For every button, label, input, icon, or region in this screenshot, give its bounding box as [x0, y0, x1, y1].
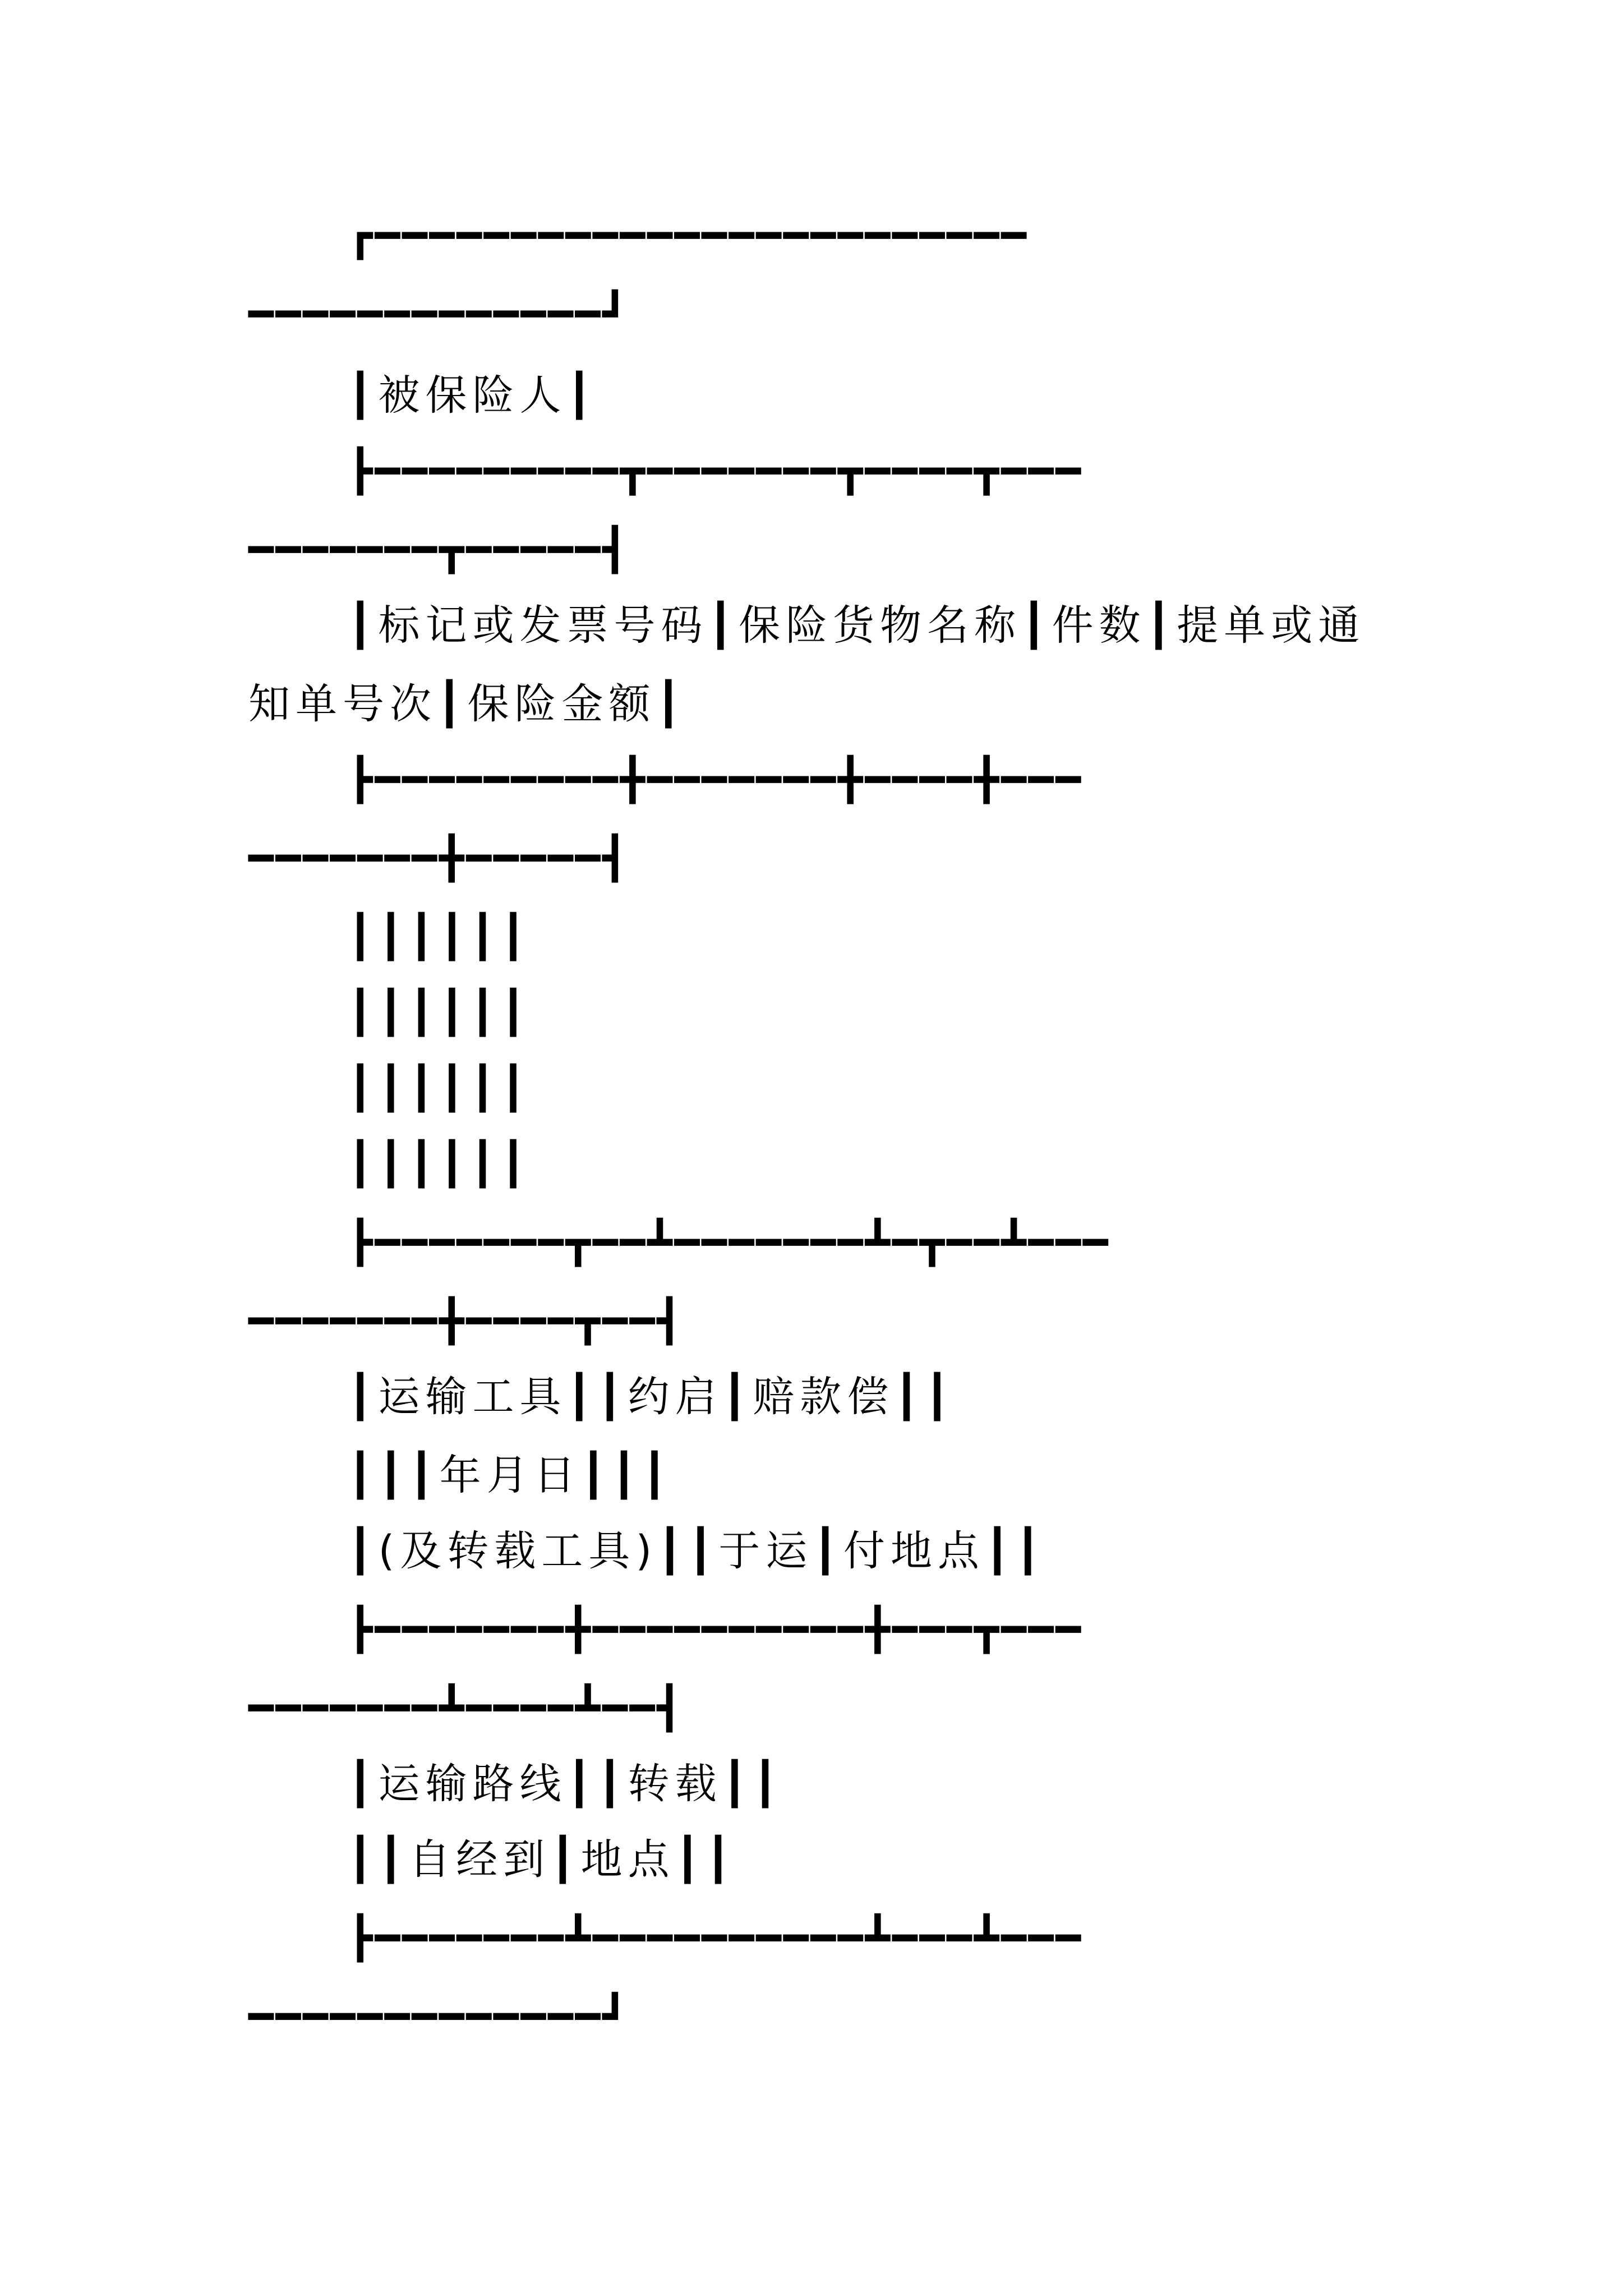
row-divider-end: ━━━━━━━┳━━━━━┫	[248, 526, 630, 574]
row-divider: ┣━━━━━━━┳━━┻━━━━━━━┻━┳━━┻━━━	[348, 1218, 1110, 1267]
transport-row: ┃运输工具┃┃约启┃赔款偿┃┃	[348, 1373, 956, 1421]
route-row: ┃运输路线┃┃转载┃┃	[348, 1760, 783, 1808]
row-divider-end: ━━━━━━━╋━━━━┳━━┫	[248, 1297, 684, 1345]
empty-data-row: ┃┃┃┃┃┃	[348, 1140, 532, 1188]
table-bottom-border-end: ━━━━━━━━━━━━━┛	[248, 1993, 630, 2041]
row-divider: ┣━━━━━━━╋━━━━━━━━━━╋━━━┳━━━	[348, 1605, 1083, 1654]
table-top-border-end: ━━━━━━━━━━━━━┛	[248, 290, 630, 338]
table-top-border: ┏━━━━━━━━━━━━━━━━━━━━━━━━	[348, 211, 1029, 260]
empty-data-row: ┃┃┃┃┃┃	[348, 1064, 532, 1112]
insured-party-row: ┃被保险人┃	[348, 371, 598, 420]
row-divider: ┣━━━━━━━━━╋━━━━━━━╋━━━━╋━━━	[348, 756, 1083, 804]
column-headers-row: ┃标记或发票号码┃保险货物名称┃件数┃提单或通	[348, 601, 1366, 650]
row-divider: ┣━━━━━━━━━┳━━━━━━━┳━━━━┳━━━	[348, 447, 1083, 495]
column-headers-row-cont: 知单号次┃保险金额┃	[248, 680, 687, 728]
transfer-tools-row: ┃(及转载工具)┃┃于运┃付地点┃┃	[348, 1527, 1046, 1575]
row-divider-end: ━━━━━━━╋━━━━━┫	[248, 834, 630, 882]
table-bottom-border: ┣━━━━━━━┻━━━━━━━━━━┻━━━┻━━━	[348, 1914, 1083, 1962]
via-location-row: ┃┃自经到┃地点┃┃	[348, 1835, 736, 1884]
row-divider-end: ━━━━━━━┻━━━━┻━━┫	[248, 1684, 684, 1732]
empty-data-row: ┃┃┃┃┃┃	[348, 988, 532, 1037]
date-row: ┃┃┃年月日┃┃┃	[348, 1451, 673, 1499]
empty-data-row: ┃┃┃┃┃┃	[348, 913, 532, 961]
